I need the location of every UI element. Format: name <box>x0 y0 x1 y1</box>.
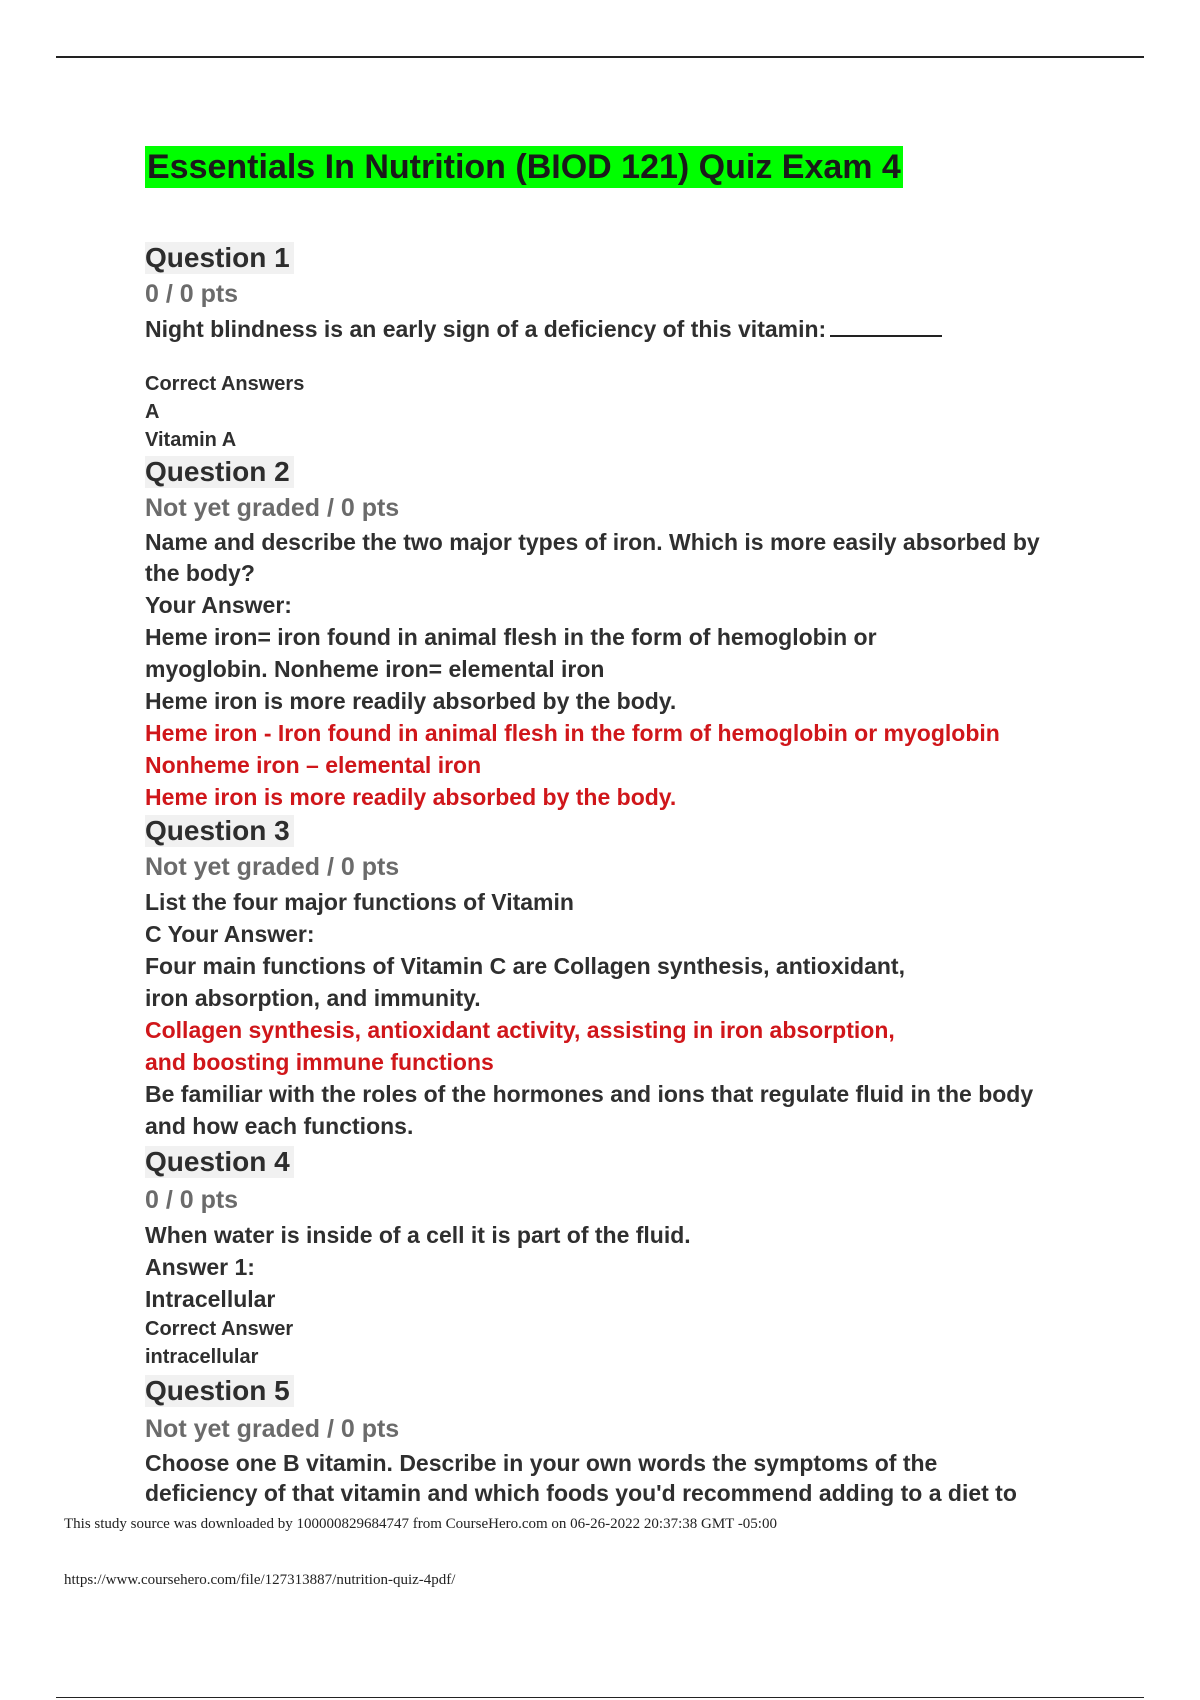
question-points: Not yet graded / 0 pts <box>145 1415 400 1443</box>
your-answer-line: Heme iron is more readily absorbed by the body. <box>145 688 677 714</box>
your-answer-line: Four main functions of Vitamin C are Collagen synthesis, antioxidant, <box>145 953 905 979</box>
correct-answers-label: Correct Answers <box>145 373 305 395</box>
question-prompt: C Your Answer: <box>145 921 315 947</box>
question-prompt: List the four major functions of Vitamin <box>145 889 574 915</box>
answer-value: Intracellular <box>145 1286 276 1312</box>
correct-answer-value: intracellular <box>145 1346 259 1368</box>
question-1 <box>145 242 1105 454</box>
your-answer-line: myoglobin. Nonheme iron= elemental iron <box>145 656 605 682</box>
question-prompt: deficiency of that vitamin and which foods you'd recommend adding to a diet to <box>145 1480 1017 1506</box>
download-source-note: This study source was downloaded by 100000829684747 from CourseHero.com on 06-26-2022 20:37:38 GMT -05:00 <box>64 1516 777 1532</box>
study-note-line: and how each functions. <box>145 1113 414 1139</box>
answer-key-line: Heme iron - Iron found in animal flesh in the form of hemoglobin or myoglobin <box>145 720 1000 746</box>
question-4 <box>145 1146 1105 1371</box>
correct-answer-item: A <box>145 401 160 423</box>
question-heading: Question 1 <box>145 242 294 274</box>
question-points: 0 / 0 pts <box>145 280 239 308</box>
question-5 <box>145 1375 1105 1508</box>
your-answer-label: Your Answer: <box>145 592 292 618</box>
answer-key-line: Nonheme iron – elemental iron <box>145 752 482 778</box>
your-answer-line: iron absorption, and immunity. <box>145 985 481 1011</box>
question-heading: Question 5 <box>145 1375 294 1407</box>
question-heading: Question 4 <box>145 1146 294 1178</box>
answer-label: Answer 1: <box>145 1254 255 1280</box>
question-prompt: Choose one B vitamin. Describe in your own words the symptoms of the <box>145 1450 938 1476</box>
question-3 <box>145 815 1105 1142</box>
question-points: Not yet graded / 0 pts <box>145 853 400 881</box>
question-points: 0 / 0 pts <box>145 1186 239 1214</box>
page-title: Essentials In Nutrition (BIOD 121) Quiz Exam 4 <box>147 148 901 186</box>
quiz-content <box>145 242 1105 1508</box>
correct-answer-item: Vitamin A <box>145 429 237 451</box>
study-note-line: Be familiar with the roles of the hormones and ions that regulate fluid in the body <box>145 1081 1034 1107</box>
correct-answer-label: Correct Answer <box>145 1318 294 1340</box>
answer-key-line: Collagen synthesis, antioxidant activity, assisting in iron absorption, <box>145 1017 895 1043</box>
your-answer-line: Heme iron= iron found in animal flesh in the form of hemoglobin or <box>145 624 877 650</box>
question-prompt: When water is inside of a cell it is part of the fluid. <box>145 1222 691 1248</box>
question-prompt-text: Night blindness is an early sign of a deficiency of this vitamin: <box>145 316 827 342</box>
source-url[interactable]: https://www.coursehero.com/file/127313887/nutrition-quiz-4pdf/ <box>64 1572 456 1588</box>
question-points: Not yet graded / 0 pts <box>145 494 400 522</box>
question-2 <box>145 456 1105 813</box>
bottom-rule <box>56 1697 1144 1698</box>
question-heading: Question 2 <box>145 456 294 488</box>
answer-key-line: Heme iron is more readily absorbed by the body. <box>145 784 677 810</box>
answer-blank <box>830 315 942 337</box>
question-heading: Question 3 <box>145 815 294 847</box>
top-rule <box>56 56 1144 58</box>
question-prompt <box>145 313 1105 345</box>
answer-key-line: and boosting immune functions <box>145 1049 494 1075</box>
question-prompt: Name and describe the two major types of iron. Which is more easily absorbed by the body? <box>145 529 1040 586</box>
